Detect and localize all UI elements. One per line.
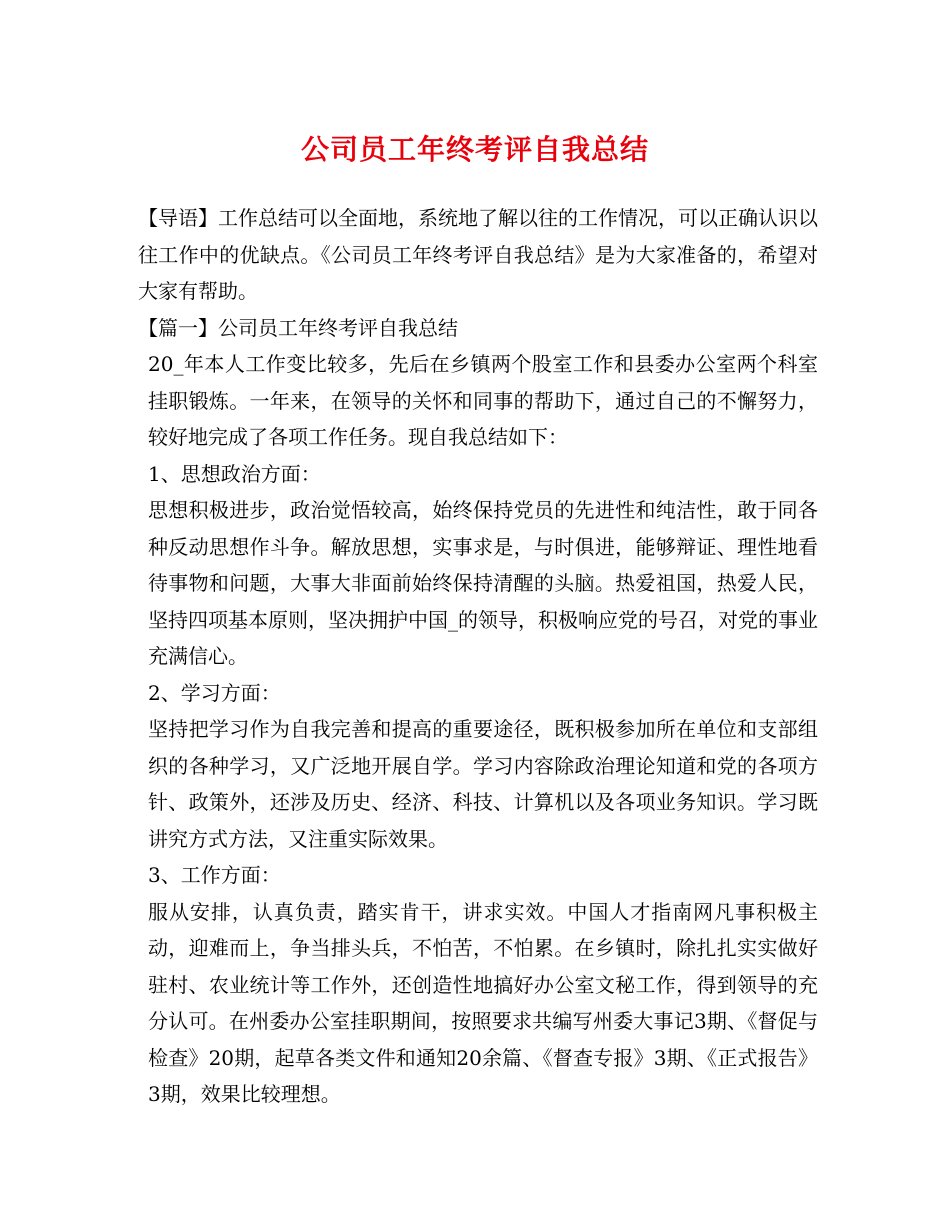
paragraph-section-heading: 【篇一】公司员工年终考评自我总结 bbox=[138, 315, 458, 340]
paragraph-work: 服从安排，认真负责，踏实肯干，讲求实效。中国人才指南网凡事积极主动，迎难而上，争当排头兵，不怕苦，不怕累。在乡镇时，除扎扎实实做好驻村、农业统计等工作外，还创造性地搞好办公室文秘工作，得到领导的充分认可。在州委办公室挂职期间，按照要求共编写州委大事记3期、《督促与检查》20期，起草各类文件和通知20余篇、《督查专报》3期、《正式报告》3期，效果比较理想。 bbox=[148, 899, 818, 1106]
heading-ideology: 1、思想政治方面： bbox=[148, 461, 321, 486]
heading-study: 2、学习方面： bbox=[148, 680, 281, 705]
paragraph-overview: 20_年本人工作变比较多，先后在乡镇两个股室工作和县委办公室两个科室挂职锻炼。一年来，在领导的关怀和同事的帮助下，通过自己的不懈努力，较好地完成了各项工作任务。现自我总结如下： bbox=[148, 352, 818, 449]
document-body bbox=[138, 200, 818, 1113]
paragraph-study: 坚持把学习作为自我完善和提高的重要途径，既积极参加所在单位和支部组织的各种学习，又广泛地开展自学。学习内容除政治理论知道和党的各项方针、政策外，还涉及历史、经济、科技、计算机以及各项业务知识。学习既讲究方式方法，又注重实际效果。 bbox=[148, 717, 818, 851]
paragraph-ideology: 思想积极进步，政治觉悟较高，始终保持党员的先进性和纯洁性，敢于同各种反动思想作斗争。解放思想，实事求是，与时俱进，能够辩证、理性地看待事物和问题，大事大非面前始终保持清醒的头脑。热爱祖国，热爱人民，坚持四项基本原则，坚决拥护中国_的领导，积极响应党的号召，对党的事业充满信心。 bbox=[148, 498, 818, 668]
heading-work: 3、工作方面： bbox=[148, 863, 281, 887]
document-title: 公司员工年终考评自我总结 bbox=[300, 133, 649, 166]
paragraph-intro: 【导语】工作总结可以全面地，系统地了解以往的工作情况，可以正确认识以往工作中的优缺点。《公司员工年终考评自我总结》是为大家准备的，希望对大家有帮助。 bbox=[138, 206, 818, 303]
